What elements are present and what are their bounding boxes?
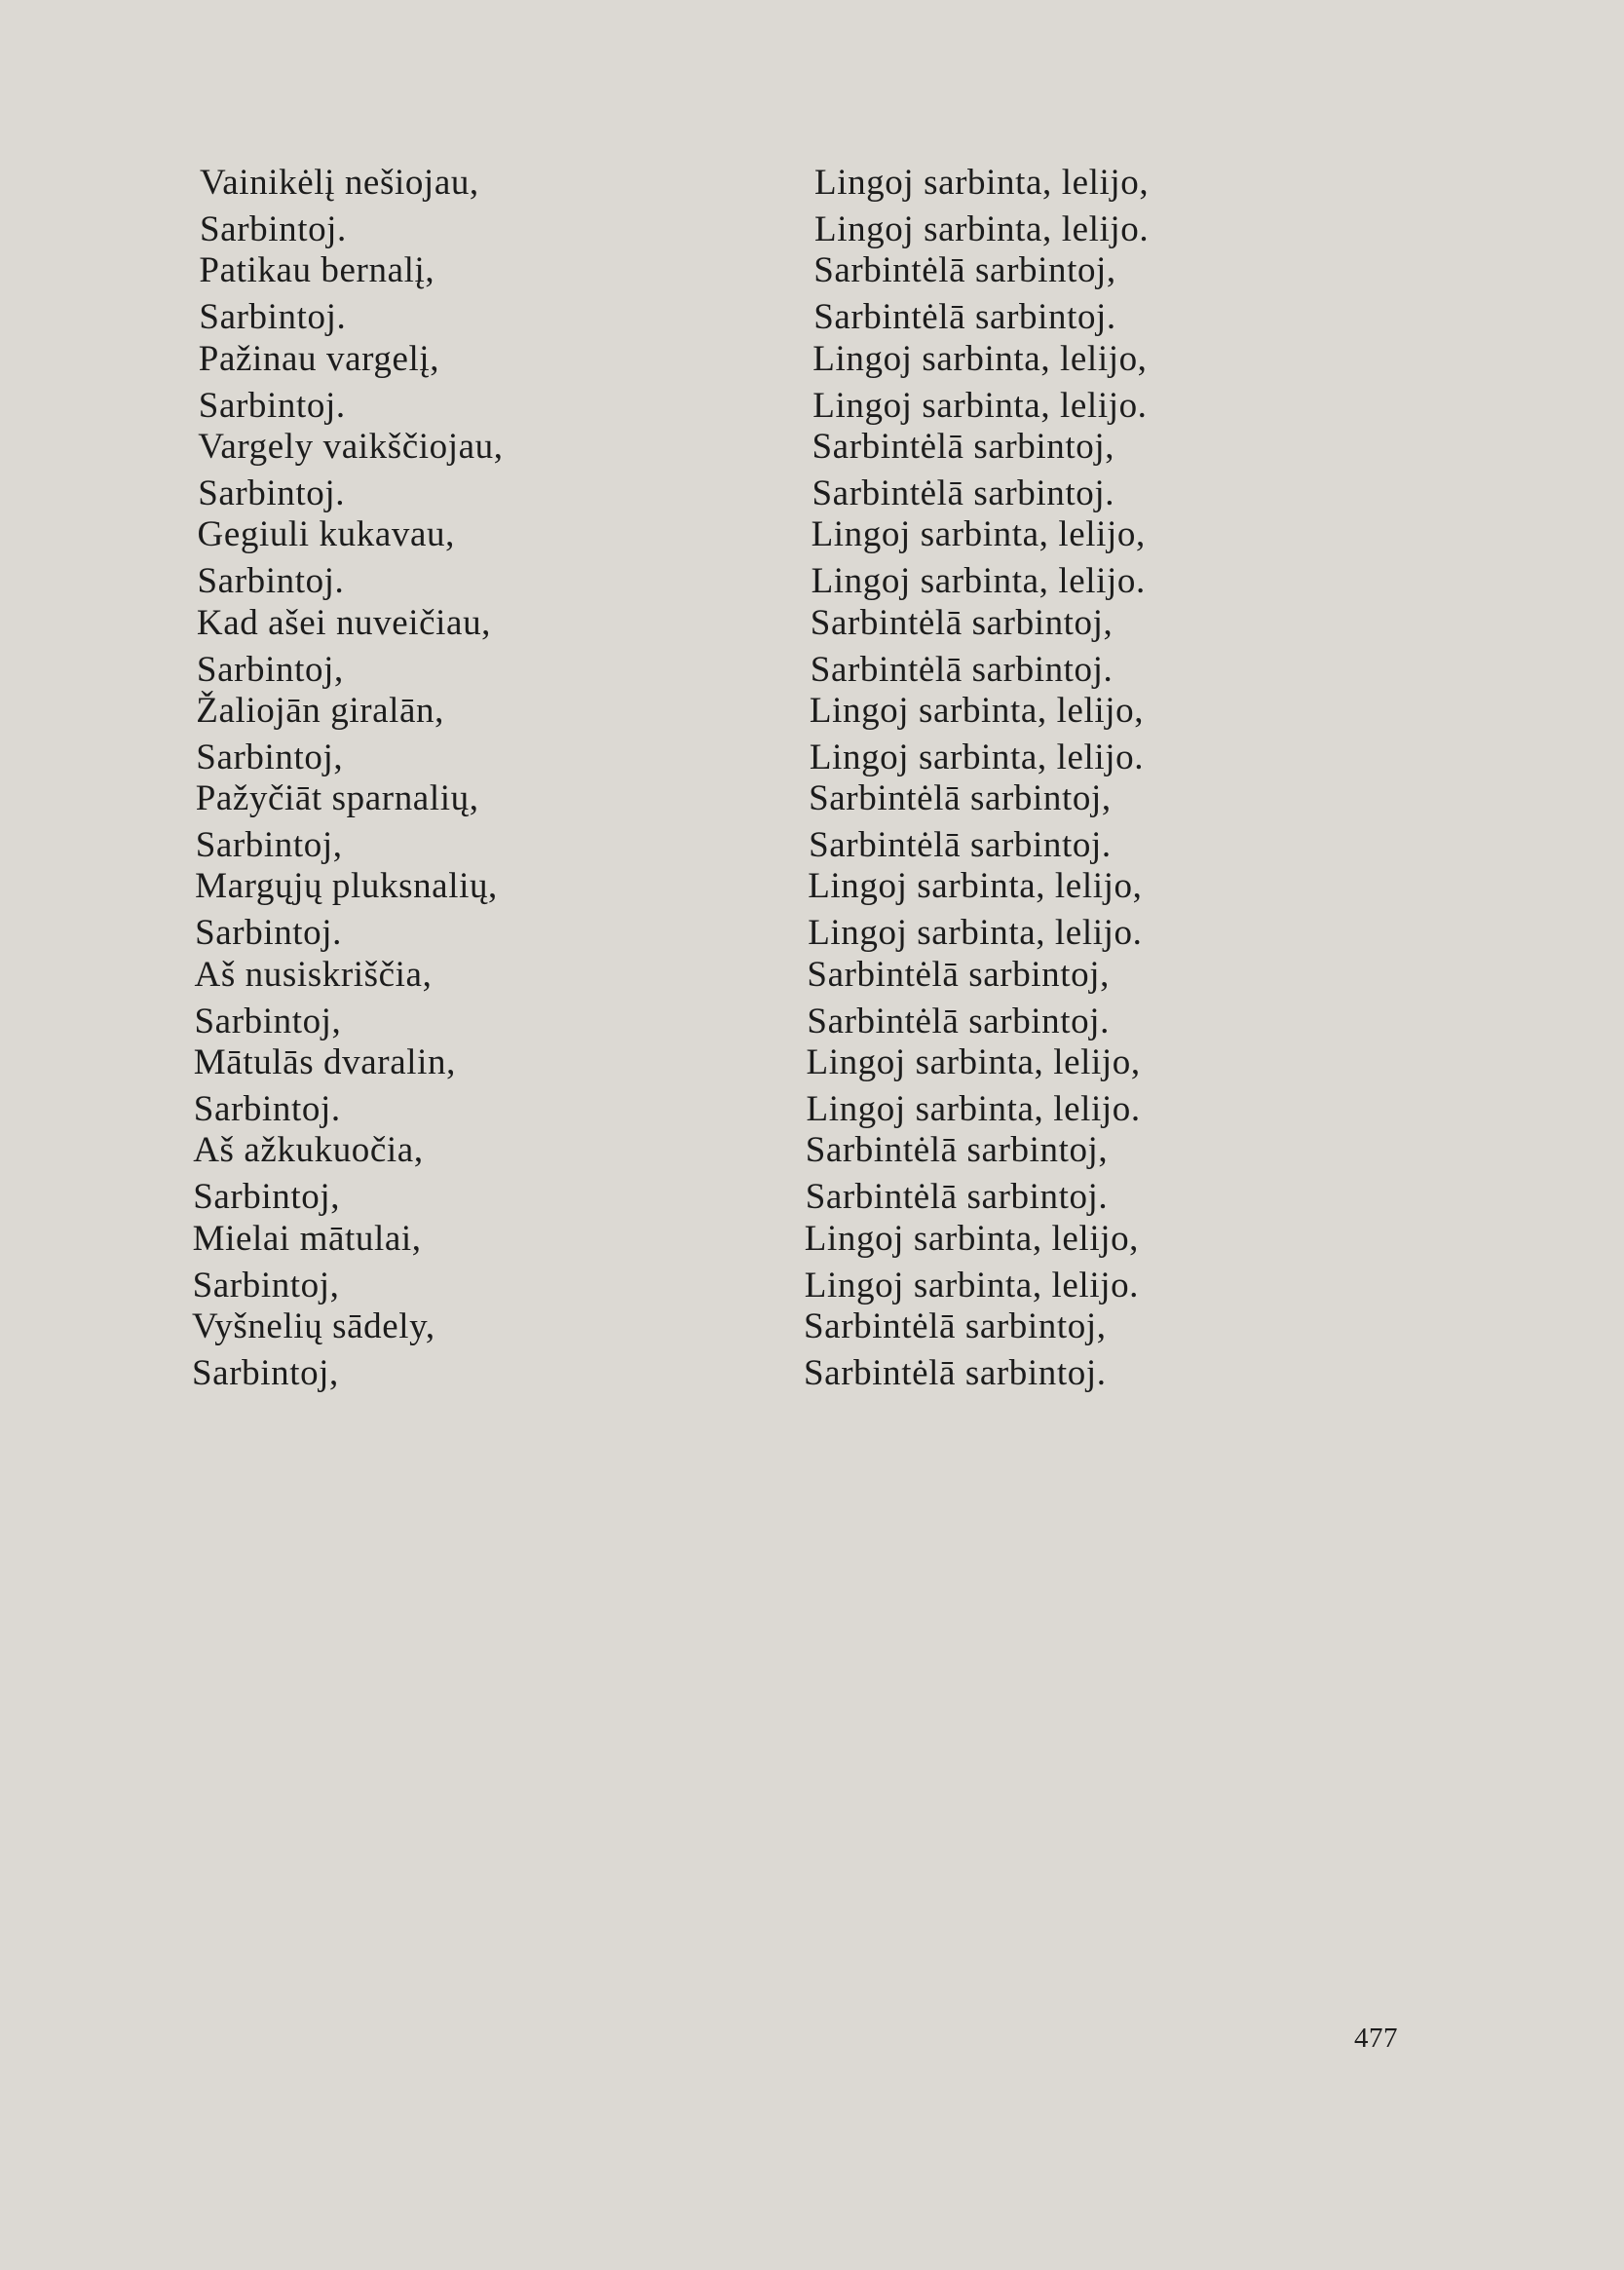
right-verse-line: Sarbintėlā sarbintoj,: [810, 602, 1114, 643]
right-stanza: [806, 1127, 1109, 1221]
right-verse-line: Lingoj sarbinta, lelijo.: [804, 1265, 1140, 1305]
left-verse-line: Sarbintoj.: [195, 913, 343, 954]
right-verse-line: Sarbintėlā sarbintoj,: [805, 1130, 1109, 1171]
right-verse-line: Sarbintėlā sarbintoj.: [809, 825, 1112, 866]
right-verse-line: Lingoj sarbinta, lelijo,: [808, 866, 1143, 907]
right-verse-line: Sarbintėlā sarbintoj.: [810, 649, 1114, 690]
left-verse-line: Sarbintoj,: [192, 1265, 340, 1305]
left-verse-line: Kad ašei nuveičiau,: [196, 602, 492, 643]
left-stanza: [193, 1127, 424, 1221]
right-verse-line: Sarbintėlā sarbintoj,: [812, 426, 1115, 467]
left-stanza: [199, 336, 439, 430]
left-verse-line: Margųjų pluksnalių,: [195, 866, 498, 907]
left-verse-line: Sarbintoj.: [193, 1089, 341, 1129]
right-verse-line: Lingoj sarbinta, lelijo.: [809, 737, 1145, 777]
left-verse-line: Sarbintoj,: [193, 1177, 341, 1218]
left-verse-line: Sarbintoj,: [194, 1001, 342, 1041]
left-stanza: [200, 160, 479, 253]
left-stanza: [193, 1216, 422, 1309]
left-stanza: [195, 863, 498, 957]
left-stanza: [199, 247, 434, 341]
right-verse-line: Sarbintėlā sarbintoj,: [807, 954, 1110, 995]
right-verse-line: Sarbintėlā sarbintoj,: [813, 250, 1116, 291]
right-stanza: [809, 776, 1112, 869]
left-verse-line: Sarbintoj,: [192, 1352, 339, 1393]
left-verse-line: Aš nusiskriščia,: [194, 954, 433, 995]
right-verse-line: Lingoj sarbinta, lelijo.: [812, 385, 1148, 426]
right-verse-line: Sarbintėlā sarbintoj.: [813, 297, 1116, 338]
left-stanza: [196, 688, 444, 781]
left-verse-line: Mielai mātulai,: [192, 1218, 422, 1259]
right-verse-line: Lingoj sarbinta, lelijo.: [811, 561, 1146, 602]
right-stanza: [807, 952, 1110, 1045]
right-verse-line: Lingoj sarbinta, lelijo,: [809, 690, 1145, 731]
left-stanza: [195, 952, 433, 1045]
right-verse-line: Lingoj sarbinta, lelijo.: [814, 209, 1150, 249]
right-stanza: [813, 247, 1116, 341]
left-stanza: [197, 600, 491, 694]
left-verse-line: Mātulās dvaralin,: [193, 1042, 456, 1082]
left-stanza: [198, 424, 503, 517]
left-stanza: [198, 511, 455, 605]
right-verse-line: Sarbintėlā sarbintoj.: [804, 1352, 1107, 1393]
right-stanza: [811, 600, 1114, 694]
right-stanza: [804, 1304, 1107, 1397]
left-verse-line: Pažyčiāt sparnalių,: [195, 778, 479, 819]
right-stanza: [808, 863, 1142, 957]
right-stanza: [814, 160, 1149, 253]
right-stanza: [810, 688, 1144, 781]
page-number: 477: [1354, 2023, 1398, 2054]
left-verse-line: Sarbintoj,: [195, 825, 343, 866]
left-verse-line: Vargely vaikščiojau,: [198, 426, 504, 467]
right-verse-line: Lingoj sarbinta, lelijo,: [812, 338, 1148, 379]
right-stanza: [812, 511, 1146, 605]
right-verse-line: Lingoj sarbinta, lelijo.: [806, 1089, 1141, 1129]
right-stanza: [812, 424, 1115, 517]
left-stanza: [194, 1040, 456, 1133]
left-stanza: [192, 1304, 435, 1397]
left-verse-line: Sarbintoj,: [196, 649, 344, 690]
left-verse-line: Vainikėlį nešiojau,: [200, 163, 479, 203]
right-verse-line: Lingoj sarbinta, lelijo,: [814, 163, 1150, 203]
right-verse-line: Lingoj sarbinta, lelijo.: [808, 913, 1143, 954]
left-verse-line: Sarbintoj.: [198, 385, 346, 426]
left-verse-line: Sarbintoj.: [200, 209, 347, 249]
right-verse-line: Sarbintėlā sarbintoj,: [809, 778, 1112, 819]
right-verse-line: Sarbintėlā sarbintoj,: [804, 1305, 1107, 1346]
left-verse-line: Sarbintoj.: [198, 473, 346, 513]
left-verse-line: Gegiuli kukavau,: [197, 514, 455, 555]
right-verse-line: Lingoj sarbinta, lelijo,: [804, 1218, 1140, 1259]
left-verse-line: Sarbintoj.: [199, 297, 347, 338]
right-verse-line: Sarbintėlā sarbintoj.: [812, 473, 1115, 513]
left-verse-line: Patikau bernalį,: [199, 250, 435, 291]
left-verse-line: Pažinau vargelį,: [198, 338, 440, 379]
left-verse-line: Sarbintoj.: [197, 561, 345, 602]
left-verse-line: Aš ažkukuočia,: [193, 1130, 424, 1171]
right-verse-line: Lingoj sarbinta, lelijo,: [806, 1042, 1141, 1082]
left-verse-line: Žaliojān giralān,: [196, 690, 445, 731]
right-stanza: [812, 336, 1147, 430]
left-stanza: [196, 776, 479, 869]
right-verse-line: Sarbintėlā sarbintoj.: [807, 1001, 1110, 1041]
right-stanza: [807, 1040, 1141, 1133]
left-verse-line: Vyšnelių sādely,: [192, 1305, 435, 1346]
right-verse-line: Lingoj sarbinta, lelijo,: [811, 514, 1146, 555]
right-verse-line: Sarbintėlā sarbintoj.: [805, 1177, 1109, 1218]
right-stanza: [805, 1216, 1139, 1309]
left-verse-line: Sarbintoj,: [196, 737, 344, 777]
